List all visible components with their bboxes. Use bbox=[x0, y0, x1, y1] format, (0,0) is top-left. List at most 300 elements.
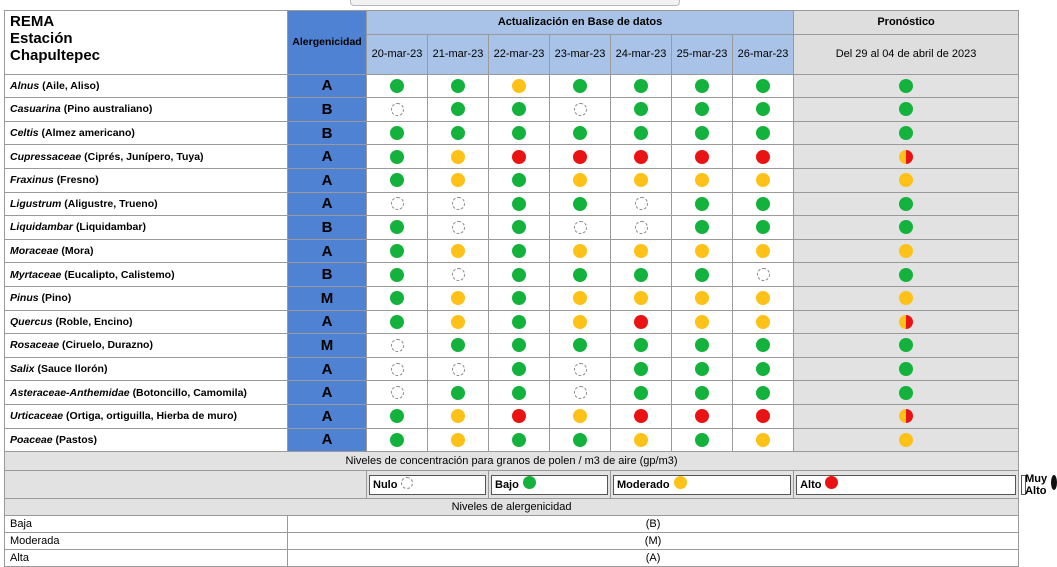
level-cell bbox=[489, 286, 550, 310]
level-cell bbox=[550, 310, 611, 334]
level-cell bbox=[733, 98, 794, 122]
common-name: (Pino) bbox=[41, 292, 72, 305]
level-cell bbox=[428, 381, 489, 405]
level-cell bbox=[672, 192, 733, 216]
allergenicity-code: A bbox=[288, 74, 367, 98]
level-bajo-icon bbox=[451, 126, 465, 140]
forecast-bajo-icon bbox=[899, 102, 913, 116]
taxon-name: Myrtaceae bbox=[10, 268, 62, 281]
level-nulo-icon bbox=[391, 339, 404, 352]
allergenicity-code: A bbox=[288, 168, 367, 192]
level-cell bbox=[550, 357, 611, 381]
level-cell bbox=[367, 121, 428, 145]
concentration-legend-title: Niveles de concentración para granos de polen / m3 de aire (gp/m3) bbox=[5, 452, 1019, 471]
legend-bajo-icon bbox=[523, 476, 536, 489]
date-header: 21-mar-23 bbox=[428, 34, 489, 74]
level-bajo-icon bbox=[756, 126, 770, 140]
level-cell bbox=[672, 286, 733, 310]
level-moderado-icon bbox=[451, 244, 465, 258]
level-cell bbox=[428, 310, 489, 334]
table-row bbox=[5, 192, 1019, 216]
legend-item bbox=[489, 471, 611, 499]
level-cell bbox=[733, 121, 794, 145]
pollen-type bbox=[5, 145, 288, 169]
forecast-cell bbox=[794, 168, 1019, 192]
table-row bbox=[5, 263, 1019, 287]
legend-label: Muy Alto bbox=[1025, 472, 1048, 497]
level-cell bbox=[733, 357, 794, 381]
level-cell bbox=[672, 404, 733, 428]
level-cell bbox=[550, 286, 611, 310]
level-nulo-icon bbox=[391, 386, 404, 399]
level-cell bbox=[367, 357, 428, 381]
level-moderado-icon bbox=[695, 173, 709, 187]
level-alto-icon bbox=[756, 150, 770, 164]
pollen-type bbox=[5, 381, 288, 405]
level-bajo-icon bbox=[390, 150, 404, 164]
level-moderado-icon bbox=[451, 173, 465, 187]
level-bajo-icon bbox=[756, 79, 770, 93]
level-bajo-icon bbox=[390, 268, 404, 282]
date-header: 24-mar-23 bbox=[611, 34, 672, 74]
level-bajo-icon bbox=[756, 338, 770, 352]
table-row bbox=[5, 239, 1019, 263]
level-bajo-icon bbox=[695, 268, 709, 282]
level-cell bbox=[611, 310, 672, 334]
level-moderado-icon bbox=[451, 291, 465, 305]
common-name: (Botoncillo, Camomila) bbox=[132, 386, 247, 399]
level-bajo-icon bbox=[390, 291, 404, 305]
legend-moderado-icon bbox=[674, 476, 687, 489]
forecast-cell bbox=[794, 121, 1019, 145]
database-update-header: Actualización en Base de datos bbox=[367, 11, 794, 35]
level-cell bbox=[611, 121, 672, 145]
forecast-cell bbox=[794, 334, 1019, 358]
level-cell bbox=[733, 263, 794, 287]
forecast-header: Pronóstico bbox=[794, 11, 1019, 35]
level-nulo-icon bbox=[452, 363, 465, 376]
level-cell bbox=[428, 121, 489, 145]
level-bajo-icon bbox=[695, 102, 709, 116]
level-moderado-icon bbox=[756, 315, 770, 329]
level-bajo-icon bbox=[634, 362, 648, 376]
pollen-table bbox=[4, 10, 1048, 567]
allergenicity-row bbox=[5, 533, 1019, 550]
level-bajo-icon bbox=[573, 79, 587, 93]
level-cell bbox=[733, 286, 794, 310]
level-cell bbox=[367, 192, 428, 216]
pollen-type bbox=[5, 357, 288, 381]
level-bajo-icon bbox=[390, 220, 404, 234]
level-cell bbox=[611, 428, 672, 452]
level-cell bbox=[489, 121, 550, 145]
level-cell bbox=[672, 310, 733, 334]
pollen-type bbox=[5, 239, 288, 263]
table-row bbox=[5, 216, 1019, 240]
common-name: (Pino australiano) bbox=[63, 103, 153, 116]
level-cell bbox=[367, 334, 428, 358]
allergenicity-code: B bbox=[288, 98, 367, 122]
level-cell bbox=[672, 98, 733, 122]
level-cell bbox=[489, 428, 550, 452]
level-cell bbox=[428, 145, 489, 169]
legend-box bbox=[1021, 472, 1048, 497]
common-name: (Aile, Aliso) bbox=[42, 79, 100, 92]
level-nulo-icon bbox=[391, 103, 404, 116]
level-cell bbox=[611, 334, 672, 358]
level-moderado-icon bbox=[695, 315, 709, 329]
level-bajo-icon bbox=[573, 268, 587, 282]
taxon-name: Salix bbox=[10, 363, 35, 376]
level-cell bbox=[550, 381, 611, 405]
taxon-name: Alnus bbox=[10, 79, 40, 92]
taxon-name: Quercus bbox=[10, 315, 53, 328]
level-cell bbox=[428, 428, 489, 452]
level-cell bbox=[611, 286, 672, 310]
table-row bbox=[5, 404, 1019, 428]
level-cell bbox=[611, 192, 672, 216]
forecast-moderado-icon bbox=[899, 291, 913, 305]
forecast-cell bbox=[794, 381, 1019, 405]
level-bajo-icon bbox=[512, 362, 526, 376]
allergenicity-code: B bbox=[288, 121, 367, 145]
forecast-mixto-icon bbox=[899, 150, 913, 164]
level-cell bbox=[428, 216, 489, 240]
allergenicity-code: A bbox=[288, 428, 367, 452]
level-cell bbox=[428, 239, 489, 263]
allergenicity-level-value: (B) bbox=[288, 516, 1019, 533]
allergenicity-level-value: (M) bbox=[288, 533, 1019, 550]
level-nulo-icon bbox=[574, 103, 587, 116]
level-cell bbox=[489, 216, 550, 240]
common-name: (Ciprés, Junípero, Tuya) bbox=[84, 150, 204, 163]
level-moderado-icon bbox=[634, 244, 648, 258]
pollen-type bbox=[5, 286, 288, 310]
level-alto-icon bbox=[695, 409, 709, 423]
level-bajo-icon bbox=[512, 102, 526, 116]
level-moderado-icon bbox=[451, 433, 465, 447]
level-nulo-icon bbox=[452, 221, 465, 234]
level-bajo-icon bbox=[390, 173, 404, 187]
level-cell bbox=[367, 381, 428, 405]
level-cell bbox=[611, 74, 672, 98]
allergenicity-level-label: Alta bbox=[5, 550, 288, 567]
table-row bbox=[5, 74, 1019, 98]
taxon-name: Poaceae bbox=[10, 433, 53, 446]
legend-alto-icon bbox=[825, 476, 838, 489]
allergenicity-code: A bbox=[288, 145, 367, 169]
allergenicity-code: A bbox=[288, 381, 367, 405]
table-row bbox=[5, 168, 1019, 192]
level-cell bbox=[672, 357, 733, 381]
level-bajo-icon bbox=[512, 197, 526, 211]
legend-label: Moderado bbox=[617, 478, 670, 491]
forecast-mixto-icon bbox=[899, 409, 913, 423]
level-moderado-icon bbox=[451, 315, 465, 329]
level-cell bbox=[672, 74, 733, 98]
level-alto-icon bbox=[634, 150, 648, 164]
level-bajo-icon bbox=[512, 126, 526, 140]
level-cell bbox=[672, 239, 733, 263]
forecast-bajo-icon bbox=[899, 197, 913, 211]
level-moderado-icon bbox=[573, 244, 587, 258]
allergenicity-code: A bbox=[288, 310, 367, 334]
level-cell bbox=[611, 357, 672, 381]
forecast-moderado-icon bbox=[899, 244, 913, 258]
taxon-name: Cupressaceae bbox=[10, 150, 82, 163]
level-cell bbox=[550, 74, 611, 98]
level-cell bbox=[367, 428, 428, 452]
common-name: (Almez americano) bbox=[41, 127, 135, 140]
common-name: (Roble, Encino) bbox=[55, 315, 133, 328]
level-cell bbox=[428, 334, 489, 358]
level-cell bbox=[489, 357, 550, 381]
level-cell bbox=[672, 263, 733, 287]
level-moderado-icon bbox=[512, 79, 526, 93]
level-cell bbox=[550, 145, 611, 169]
level-cell bbox=[489, 239, 550, 263]
level-nulo-icon bbox=[757, 268, 770, 281]
allergenicity-row bbox=[5, 550, 1019, 567]
level-moderado-icon bbox=[573, 291, 587, 305]
level-cell bbox=[550, 334, 611, 358]
station-line-1: REMA bbox=[10, 13, 55, 30]
forecast-cell bbox=[794, 145, 1019, 169]
level-cell bbox=[428, 404, 489, 428]
allergenicity-code: A bbox=[288, 404, 367, 428]
level-bajo-icon bbox=[390, 79, 404, 93]
level-cell bbox=[672, 168, 733, 192]
level-cell bbox=[367, 168, 428, 192]
level-bajo-icon bbox=[451, 386, 465, 400]
level-moderado-icon bbox=[634, 433, 648, 447]
level-cell bbox=[489, 381, 550, 405]
level-cell bbox=[367, 145, 428, 169]
station-line-2: Estación bbox=[10, 30, 73, 47]
forecast-bajo-icon bbox=[899, 268, 913, 282]
taxon-name: Liquidambar bbox=[10, 221, 74, 234]
level-bajo-icon bbox=[695, 79, 709, 93]
date-header: 26-mar-23 bbox=[733, 34, 794, 74]
level-bajo-icon bbox=[756, 362, 770, 376]
level-bajo-icon bbox=[634, 79, 648, 93]
level-moderado-icon bbox=[451, 150, 465, 164]
level-bajo-icon bbox=[451, 79, 465, 93]
level-alto-icon bbox=[756, 409, 770, 423]
pollen-type bbox=[5, 310, 288, 334]
date-header: 20-mar-23 bbox=[367, 34, 428, 74]
forecast-cell bbox=[794, 357, 1019, 381]
table-row bbox=[5, 381, 1019, 405]
level-cell bbox=[733, 404, 794, 428]
legend-muyalto-icon bbox=[1051, 475, 1057, 490]
level-bajo-icon bbox=[634, 386, 648, 400]
level-alto-icon bbox=[573, 150, 587, 164]
level-bajo-icon bbox=[573, 433, 587, 447]
pollen-type bbox=[5, 428, 288, 452]
level-cell bbox=[672, 216, 733, 240]
allergenicity-header: Alergenicidad bbox=[288, 11, 367, 75]
date-header: 23-mar-23 bbox=[550, 34, 611, 74]
level-bajo-icon bbox=[512, 433, 526, 447]
level-bajo-icon bbox=[634, 126, 648, 140]
level-cell bbox=[367, 286, 428, 310]
forecast-cell bbox=[794, 404, 1019, 428]
forecast-cell bbox=[794, 74, 1019, 98]
level-cell bbox=[550, 428, 611, 452]
forecast-bajo-icon bbox=[899, 126, 913, 140]
pollen-type bbox=[5, 121, 288, 145]
legend-label: Alto bbox=[800, 478, 822, 491]
table-row bbox=[5, 357, 1019, 381]
level-cell bbox=[733, 192, 794, 216]
station-title bbox=[5, 11, 288, 75]
level-cell bbox=[550, 404, 611, 428]
level-cell bbox=[733, 381, 794, 405]
level-cell bbox=[550, 168, 611, 192]
forecast-cell bbox=[794, 428, 1019, 452]
level-cell bbox=[367, 263, 428, 287]
forecast-cell bbox=[794, 239, 1019, 263]
legend-item bbox=[367, 471, 489, 499]
level-cell bbox=[611, 145, 672, 169]
date-header: 22-mar-23 bbox=[489, 34, 550, 74]
pollen-type bbox=[5, 216, 288, 240]
legend-box bbox=[613, 475, 791, 495]
level-cell bbox=[611, 168, 672, 192]
level-moderado-icon bbox=[634, 291, 648, 305]
forecast-moderado-icon bbox=[899, 173, 913, 187]
level-cell bbox=[733, 168, 794, 192]
level-cell bbox=[550, 216, 611, 240]
level-bajo-icon bbox=[390, 409, 404, 423]
level-cell bbox=[733, 74, 794, 98]
level-bajo-icon bbox=[390, 433, 404, 447]
level-cell bbox=[611, 216, 672, 240]
level-cell bbox=[367, 239, 428, 263]
level-bajo-icon bbox=[390, 126, 404, 140]
level-cell bbox=[428, 74, 489, 98]
legend-label: Bajo bbox=[495, 478, 519, 491]
level-cell bbox=[428, 357, 489, 381]
level-bajo-icon bbox=[573, 126, 587, 140]
table-row bbox=[5, 98, 1019, 122]
level-cell bbox=[367, 74, 428, 98]
forecast-cell bbox=[794, 310, 1019, 334]
taxon-name: Urticaceae bbox=[10, 410, 64, 423]
level-bajo-icon bbox=[390, 315, 404, 329]
level-cell bbox=[428, 286, 489, 310]
level-nulo-icon bbox=[391, 363, 404, 376]
forecast-period: Del 29 al 04 de abril de 2023 bbox=[794, 34, 1019, 74]
level-nulo-icon bbox=[391, 197, 404, 210]
level-bajo-icon bbox=[695, 386, 709, 400]
level-alto-icon bbox=[512, 150, 526, 164]
level-cell bbox=[489, 168, 550, 192]
legend-item bbox=[794, 471, 1019, 499]
level-cell bbox=[733, 428, 794, 452]
level-moderado-icon bbox=[695, 244, 709, 258]
allergenicity-code: A bbox=[288, 239, 367, 263]
forecast-cell bbox=[794, 263, 1019, 287]
common-name: (Fresno) bbox=[56, 174, 99, 187]
level-bajo-icon bbox=[512, 315, 526, 329]
level-cell bbox=[672, 428, 733, 452]
level-moderado-icon bbox=[756, 173, 770, 187]
forecast-bajo-icon bbox=[899, 362, 913, 376]
legend-box bbox=[796, 475, 1016, 495]
level-bajo-icon bbox=[573, 338, 587, 352]
taxon-name: Rosaceae bbox=[10, 339, 60, 352]
legend-box bbox=[369, 475, 486, 495]
level-moderado-icon bbox=[634, 173, 648, 187]
common-name: (Aligustre, Trueno) bbox=[64, 197, 158, 210]
common-name: (Sauce llorón) bbox=[37, 363, 108, 376]
level-nulo-icon bbox=[452, 268, 465, 281]
level-bajo-icon bbox=[695, 220, 709, 234]
level-cell bbox=[489, 334, 550, 358]
allergenicity-code: A bbox=[288, 192, 367, 216]
level-bajo-icon bbox=[695, 338, 709, 352]
common-name: (Eucalipto, Calistemo) bbox=[64, 268, 175, 281]
level-nulo-icon bbox=[452, 197, 465, 210]
level-cell bbox=[611, 404, 672, 428]
level-nulo-icon bbox=[635, 221, 648, 234]
level-cell bbox=[550, 239, 611, 263]
level-bajo-icon bbox=[634, 268, 648, 282]
level-cell bbox=[672, 145, 733, 169]
date-header: 25-mar-23 bbox=[672, 34, 733, 74]
table-row bbox=[5, 286, 1019, 310]
pollen-type bbox=[5, 263, 288, 287]
level-cell bbox=[611, 239, 672, 263]
forecast-bajo-icon bbox=[899, 386, 913, 400]
level-moderado-icon bbox=[756, 244, 770, 258]
level-bajo-icon bbox=[695, 197, 709, 211]
level-cell bbox=[428, 168, 489, 192]
taxon-name: Asteraceae-Anthemidae bbox=[10, 386, 130, 399]
level-cell bbox=[672, 381, 733, 405]
level-cell bbox=[428, 98, 489, 122]
forecast-cell bbox=[794, 286, 1019, 310]
level-bajo-icon bbox=[512, 386, 526, 400]
common-name: (Ortiga, ortiguilla, Hierba de muro) bbox=[66, 410, 237, 423]
forecast-bajo-icon bbox=[899, 220, 913, 234]
table-row bbox=[5, 145, 1019, 169]
level-bajo-icon bbox=[512, 244, 526, 258]
level-bajo-icon bbox=[512, 173, 526, 187]
level-bajo-icon bbox=[573, 197, 587, 211]
allergenicity-code: B bbox=[288, 216, 367, 240]
taxon-name: Ligustrum bbox=[10, 197, 62, 210]
level-nulo-icon bbox=[574, 221, 587, 234]
level-cell bbox=[428, 192, 489, 216]
level-cell bbox=[489, 145, 550, 169]
level-moderado-icon bbox=[695, 291, 709, 305]
level-cell bbox=[672, 121, 733, 145]
level-cell bbox=[489, 192, 550, 216]
level-cell bbox=[367, 404, 428, 428]
level-bajo-icon bbox=[512, 268, 526, 282]
allergenicity-level-label: Baja bbox=[5, 516, 288, 533]
level-bajo-icon bbox=[512, 220, 526, 234]
allergenicity-level-value: (A) bbox=[288, 550, 1019, 567]
level-alto-icon bbox=[634, 315, 648, 329]
level-cell bbox=[611, 381, 672, 405]
forecast-cell bbox=[794, 192, 1019, 216]
level-moderado-icon bbox=[756, 291, 770, 305]
forecast-cell bbox=[794, 98, 1019, 122]
